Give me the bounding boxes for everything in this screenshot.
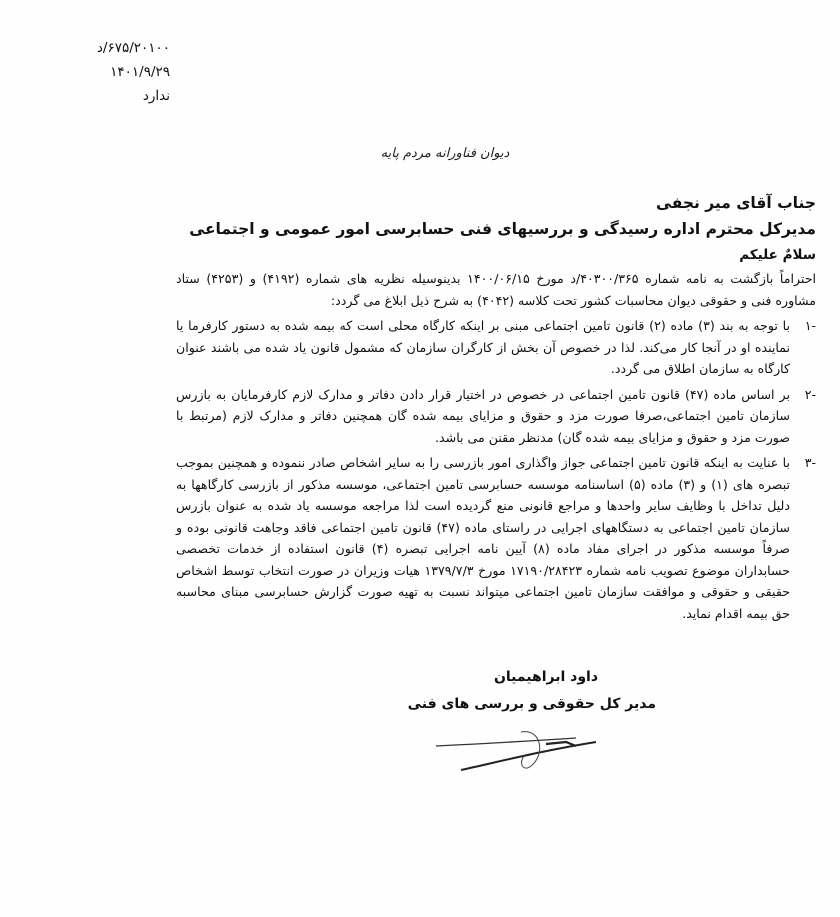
list-item (176, 452, 816, 624)
letterhead-slogan: دیوان فناورانه مردم پایه (380, 146, 510, 161)
item-number: -۱ (804, 318, 816, 333)
letter-attachment: ندارد (142, 88, 170, 104)
letter-number: ۶۷۵/۲۰۱۰۰/د (96, 40, 170, 56)
addressee-block (176, 190, 816, 242)
addressee-name: جناب آقای میر نجفی (656, 194, 816, 212)
signature-area (176, 664, 816, 784)
signatory-name: داود ابراهیمیان (493, 669, 599, 685)
letter-content (176, 190, 816, 784)
item-text: بر اساس ماده (۴۷) قانون تامین اجتماعی در خصوص در اختیار قرار دادن دفاتر و مدارک لازم کارفرمایان به بازرس سازمان تامین اجتماعی،صرفا صورت مزد و حقوق و مزایای بیمه شده گان همچنین دفاتر و مدارک لازم (مرتبط با صورت مزد و حقوق و مزایای بیمه شده گان) مدنظر مقنن می باشد. (176, 386, 790, 445)
item-text: با توجه به بند (۳) ماده (۲) قانون تامین اجتماعی مبنی بر اینکه کارگاه محلی است که بیمه شده به دستور کارفرما یا نماینده او در آنجا کار می‌کند. لذا در خصوص آن بخش از کارگران سازمان که مشمول قانون یاد شده می باشند عنوان کارگاه به سازمان اطلاق می گردد. (176, 318, 790, 376)
list-item (176, 384, 816, 449)
greeting: سلامٌ علیکم (739, 247, 816, 263)
item-number: -۳ (804, 455, 816, 470)
addressee-title: مدیرکل محترم اداره رسیدگی و بررسیهای فنی حسابرسی امور عمومی و اجتماعی (189, 220, 816, 238)
item-text: با عنایت به اینکه قانون تامین اجتماعی جواز واگذاری امور بازرسی را به سایر اشخاص صادر ننموده و همچنین بموجب تبصره های (۱) و (۳) ماده (۵) اساسنامه موسسه حسابرسی تامین اجتماعی، موسسه مذکور از بازرسی کارگاهها به دلیل تداخل با وظایف سایر واحدها و مراجع قانونی منع گردیده است لذا مراجعه موسسه یاد شده به عنوان بازرس سازمان تامین اجتماعی به دستگاههای اجرایی در راستای ماده (۴۷) قانون تامین اجتماعی فاقد وجاهت قانونی بوده و صرفاً موسسه مذکور در اجرای مفاد ماده (۸) آیین نامه اجرایی تبصره (۴) قانون استفاده از خدمات تخصصی حسابداران موضوع تصویب نامه شماره ۱۷۱۹۰/۲۸۴۲۳ مورخ ۱۳۷۹/۷/۳ هیات وزیران در صورت انتخاب توسط اشخاص حقیقی و حقوقی و موافقت سازمان تامین اجتماعی میتواند نسبت به تهیه صورت گزارش حسابرسی مبنای محاسبه حق بیمه اقدام نماید. (176, 455, 790, 621)
signatory-title: مدیر کل حقوقی و بررسی های فنی (407, 696, 656, 712)
letter-date: ۱۴۰۱/۹/۲۹ (110, 64, 170, 80)
intro-paragraph: احتراماً بازگشت به نامه شماره ۴۰۳۰۰/۳۶۵/د مورخ ۱۴۰۰/۰۶/۱۵ بدینوسیله نظریه های شماره (۴۱۹۲) و (۴۲۵۳) ستاد مشاوره فنی و حقوقی دیوان محاسبات کشور تحت کلاسه (۴۰۴۲) به شرح ذیل ابلاغ می گردد: (176, 271, 816, 308)
item-number: -۲ (804, 386, 816, 402)
letter-body (176, 268, 816, 624)
signature-block (407, 664, 656, 718)
handwritten-signature-icon (426, 726, 626, 782)
list-item (176, 315, 816, 380)
letter-meta (60, 36, 170, 108)
